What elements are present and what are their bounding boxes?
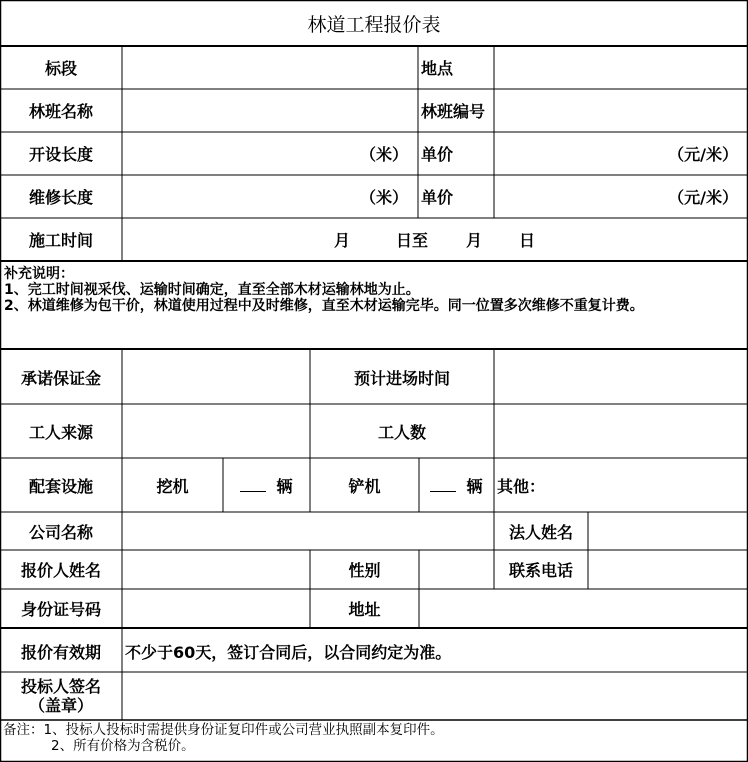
period-label: 施工时间 <box>28 230 93 250</box>
remarks <box>0 721 748 762</box>
period-month2: 月 <box>466 230 483 250</box>
validity-value: 不少于60天，签订合同后，以合同约定为准。 <box>125 642 452 662</box>
unit-price-input[interactable] <box>494 132 748 175</box>
phone-input[interactable] <box>588 550 748 589</box>
unit-price-label: 单价 <box>421 145 454 164</box>
legal-person-label: 法人姓名 <box>508 522 573 542</box>
validity-label: 报价有效期 <box>20 642 101 662</box>
signature-label-line2: （盖章） <box>28 696 93 715</box>
company-input[interactable] <box>122 512 494 550</box>
forest-no-input[interactable] <box>494 89 748 132</box>
notes-line2: 2、林道维修为包干价，林道使用过程中及时维修，直至木材运输完毕。同一位置多次维修不重复计费。 <box>4 298 644 314</box>
address-label: 地址 <box>348 599 381 619</box>
open-length-label: 开设长度 <box>28 145 93 164</box>
repair-price-label: 单价 <box>421 188 454 207</box>
excavator-label: 挖机 <box>156 476 189 496</box>
notes-heading: 补充说明： <box>4 266 74 282</box>
section-label: 标段 <box>44 59 77 78</box>
excavator-count[interactable] <box>223 458 310 512</box>
unit-price-unit: （元/米） <box>668 145 738 164</box>
period-day2: 日 <box>519 230 536 250</box>
address-input[interactable] <box>419 589 748 627</box>
worker-count-label: 工人数 <box>377 422 426 442</box>
excavator-unit: 辆 <box>276 476 293 496</box>
open-length-unit: （米） <box>359 145 408 164</box>
signature-label <box>0 672 122 720</box>
notes-line1: 1、完工时间视采伐、运输时间确定，直至全部木材运输林地为止。 <box>4 282 420 298</box>
shovel-label: 铲机 <box>348 476 381 496</box>
forest-no-label: 林班编号 <box>421 102 486 121</box>
id-input[interactable] <box>122 589 310 627</box>
deposit-input[interactable] <box>122 351 310 404</box>
repair-length-label: 维修长度 <box>28 188 93 207</box>
period-day-to: 日至 <box>396 230 429 250</box>
shovel-unit: 辆 <box>466 476 483 496</box>
signature-input[interactable] <box>122 672 748 720</box>
remarks-line1: 备注：1、投标人投标时需提供身份证复印件或公司营业执照副本复印件。 <box>3 722 444 738</box>
forest-name-label: 林班名称 <box>28 102 93 121</box>
repair-length-unit: （米） <box>359 188 408 207</box>
signature-label-line1: 投标人签名 <box>20 677 101 696</box>
worker-count-input[interactable] <box>494 404 748 458</box>
open-length-input[interactable] <box>122 132 418 175</box>
gender-label: 性别 <box>348 561 381 580</box>
legal-person-input[interactable] <box>588 512 748 550</box>
quoter-label: 报价人姓名 <box>20 561 101 580</box>
other-label: 其他： <box>497 476 546 496</box>
shovel-count[interactable] <box>419 458 494 512</box>
period-input[interactable] <box>122 218 748 260</box>
forest-name-input[interactable] <box>122 89 418 132</box>
period-month1: 月 <box>334 230 351 250</box>
sheet-title: 林道工程报价表 <box>307 13 441 36</box>
repair-price-input[interactable] <box>494 175 748 218</box>
location-input[interactable] <box>494 46 748 89</box>
remarks-line2: 2、所有价格为含税价。 <box>51 738 195 754</box>
labor-source-input[interactable] <box>122 404 310 458</box>
excavator-blank <box>240 479 266 492</box>
section-input[interactable] <box>122 46 418 89</box>
entry-time-label: 预计进场时间 <box>353 369 450 388</box>
location-label: 地点 <box>421 59 454 78</box>
repair-price-unit: （元/米） <box>668 188 738 207</box>
entry-time-input[interactable] <box>494 351 748 404</box>
gender-input[interactable] <box>419 550 494 589</box>
id-label: 身份证号码 <box>20 599 101 619</box>
equipment-label: 配套设施 <box>28 476 93 496</box>
phone-label: 联系电话 <box>508 561 573 580</box>
repair-length-input[interactable] <box>122 175 418 218</box>
shovel-blank <box>430 479 456 492</box>
labor-source-label: 工人来源 <box>28 422 93 442</box>
quoter-input[interactable] <box>122 550 310 589</box>
company-label: 公司名称 <box>28 522 93 542</box>
deposit-label: 承诺保证金 <box>20 369 101 388</box>
supplement-notes <box>0 263 748 348</box>
